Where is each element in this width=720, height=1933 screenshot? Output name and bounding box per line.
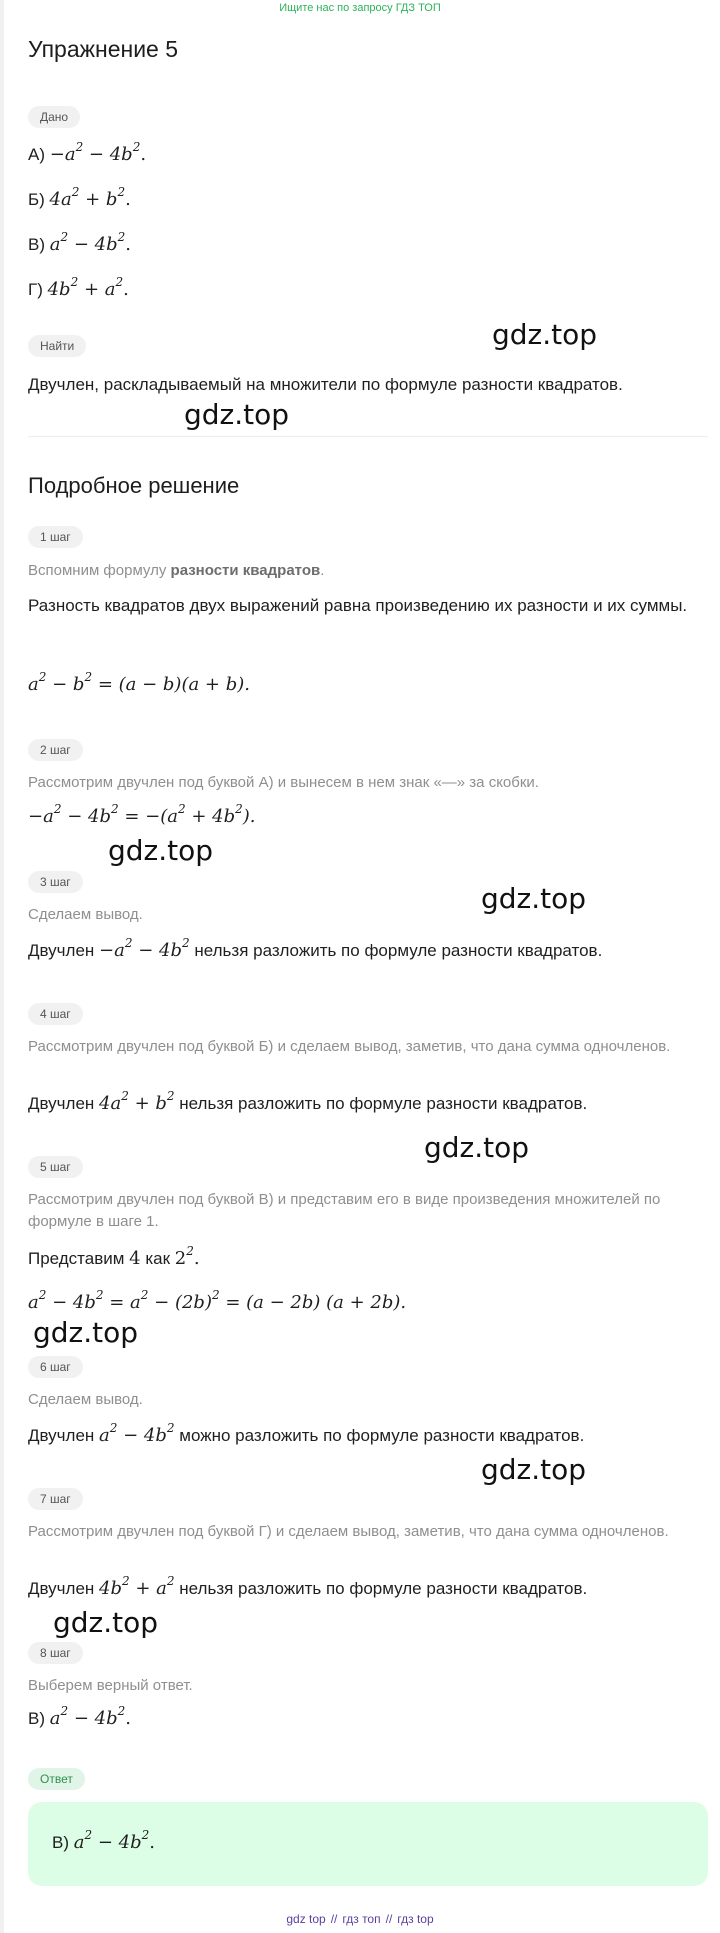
step-4-text: Двучлен $4a^2 + b^2$ нельзя разложить по формуле разности квадратов. <box>28 1089 588 1114</box>
section-divider <box>28 436 708 437</box>
solution-title: Подробное решение <box>28 473 240 498</box>
given-item-d: Г) $4b^2 + a^2$. <box>28 275 129 300</box>
step-4-hint: Рассмотрим двучлен под буквой Б) и сделаем вывод, заметив, что дана сумма одночленов. <box>28 1038 671 1055</box>
step-7-badge: 7 шаг <box>28 1488 83 1510</box>
watermark: gdz.top <box>481 1453 587 1486</box>
given-badge: Дано <box>28 106 80 128</box>
watermark: gdz.top <box>492 318 598 351</box>
step-4-badge: 4 шаг <box>28 1003 83 1025</box>
step-5-formula: $a^2 - 4b^2 = a^2 - (2b)^2 = (a - 2b) (a + 2b)$. <box>28 1288 407 1313</box>
given-item-a: $А) -a^2 - 4b^2$. <box>28 140 147 165</box>
left-rule <box>0 0 4 1933</box>
step-3-text: Двучлен $-a^2 - 4b^2$ нельзя разложить по формуле разности квадратов. <box>28 936 603 961</box>
answer-text: В) $a^2 - 4b^2$. <box>52 1828 155 1853</box>
step-6-badge: 6 шаг <box>28 1356 83 1378</box>
page-title: Упражнение 5 <box>28 36 179 62</box>
step-2-badge: 2 шаг <box>28 739 83 761</box>
step-3-badge: 3 шаг <box>28 871 83 893</box>
footer: gdz top // гдз топ // гдз top <box>286 1912 434 1926</box>
given-item-b: Б) $4a^2 + b^2$. <box>28 185 131 210</box>
step-1-formula: $a^2 - b^2 = (a - b)(a + b)$. <box>28 670 250 695</box>
given-item-c: В) $a^2 - 4b^2$. <box>28 230 131 255</box>
step-5-hint: Рассмотрим двучлен под буквой В) и представим его в виде произведения множителей по формуле в шаге 1. <box>28 1191 661 1230</box>
step-2-hint: Рассмотрим двучлен под буквой А) и вынесем в нем знак «—» за скобки. <box>28 774 539 791</box>
step-8-hint: Выберем верный ответ. <box>28 1677 193 1694</box>
step-7-hint: Рассмотрим двучлен под буквой Г) и сделаем вывод, заметив, что дана сумма одночленов. <box>28 1523 669 1540</box>
step-8-answer: В) $a^2 - 4b^2$. <box>28 1704 131 1729</box>
watermark: gdz.top <box>481 882 587 915</box>
answer-box <box>28 1802 708 1886</box>
watermark: gdz.top <box>424 1131 530 1164</box>
step-8-badge: 8 шаг <box>28 1642 83 1664</box>
watermark: gdz.top <box>53 1606 159 1639</box>
footer-link-3[interactable]: гдз top <box>397 1912 434 1926</box>
step-1-text: Разность квадратов двух выражений равна произведению их разности и их суммы. <box>28 596 688 615</box>
answer-badge: Ответ <box>28 1768 85 1790</box>
find-badge: Найти <box>28 335 86 357</box>
step-6-text: Двучлен $a^2 - 4b^2$ можно разложить по формуле разности квадратов. <box>28 1421 585 1446</box>
footer-link-1[interactable]: gdz top <box>286 1912 326 1926</box>
watermark: gdz.top <box>108 834 214 867</box>
watermark: gdz.top <box>33 1316 139 1349</box>
step-1-hint: Вспомним формулу разности квадратов. <box>28 562 325 579</box>
top-banner[interactable]: Ищите нас по запросу ГДЗ ТОП <box>279 2 441 14</box>
step-6-hint: Сделаем вывод. <box>28 1391 143 1408</box>
find-text: Двучлен, раскладываемый на множители по формуле разности квадратов. <box>28 375 623 394</box>
step-2-formula: $-a^2 - 4b^2 = -(a^2 + 4b^2)$. <box>28 802 256 827</box>
step-1-badge: 1 шаг <box>28 526 83 548</box>
footer-link-2[interactable]: гдз топ <box>342 1912 381 1926</box>
watermark: gdz.top <box>184 398 290 431</box>
step-5-text: Представим 4 как $2^2$. <box>28 1244 200 1269</box>
step-3-hint: Сделаем вывод. <box>28 906 143 923</box>
step-5-badge: 5 шаг <box>28 1156 83 1178</box>
step-7-text: Двучлен $4b^2 + a^2$ нельзя разложить по формуле разности квадратов. <box>28 1574 588 1599</box>
